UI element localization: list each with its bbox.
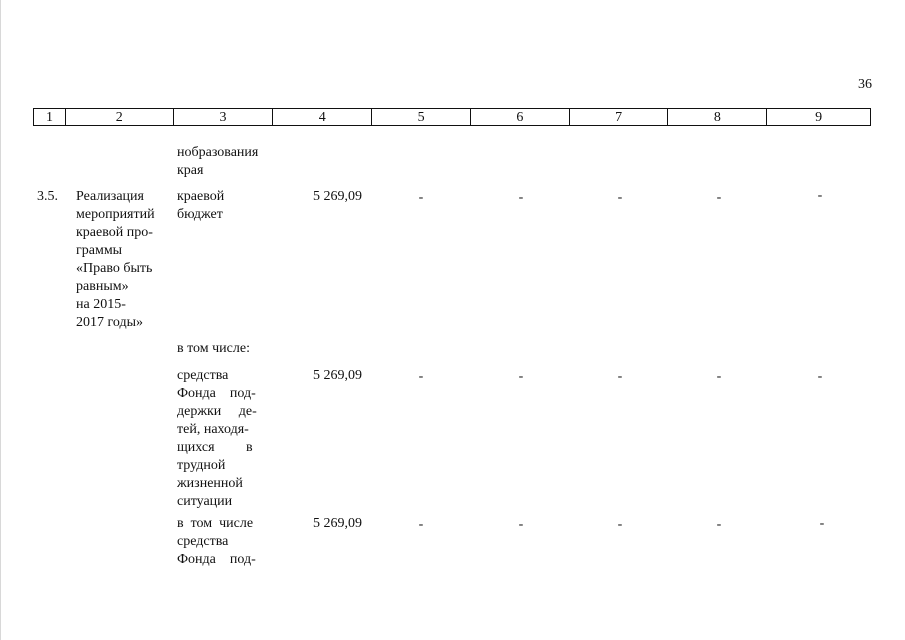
row3-source-line-8: ситуации xyxy=(177,494,233,509)
row3-source-line-4: тей, находя- xyxy=(177,422,249,437)
row4-dash-col6: - xyxy=(518,517,524,532)
row4-dash-col5: - xyxy=(418,517,424,532)
header-col-7: 7 xyxy=(570,109,669,125)
header-col-4: 4 xyxy=(273,109,372,125)
row1-name-line-8: 2017 годы» xyxy=(76,315,144,330)
row3-source-line-6: трудной xyxy=(177,458,226,473)
row4-value: 5 269,09 xyxy=(313,516,362,531)
row2-source-line-1: в том числе: xyxy=(177,341,250,356)
row1-number: 3.5. xyxy=(37,189,58,204)
row1-dash-col5: - xyxy=(418,190,424,205)
row3-source-line-5: щихся в xyxy=(177,440,253,455)
row1-name-line-5: «Право быть xyxy=(76,261,153,276)
row4-source-line-2: средства xyxy=(177,534,229,549)
row3-source-line-7: жизненной xyxy=(177,476,243,491)
header-col-9: 9 xyxy=(815,110,823,125)
row1-name-line-7: на 2015- xyxy=(76,297,126,312)
row1-dash-col6: - xyxy=(518,190,524,205)
row4-dash-col7: - xyxy=(617,517,623,532)
header-col-1: 1 xyxy=(34,109,66,125)
table-header-row xyxy=(33,108,871,126)
row3-source-line-1: средства xyxy=(177,368,229,383)
row0-source-line-1: нобразования xyxy=(177,145,259,160)
row3-dash-col8: - xyxy=(716,369,722,384)
header-col-2: 2 xyxy=(66,109,174,125)
row1-source-line-1: краевой xyxy=(177,189,225,204)
row1-dash-col9: - xyxy=(817,188,823,203)
row1-name-line-1: Реализация xyxy=(76,189,144,204)
row0-source-line-2: края xyxy=(177,163,204,178)
row1-source-line-2: бюджет xyxy=(177,207,223,222)
header-col-8: 8 xyxy=(668,109,767,125)
header-col-5: 5 xyxy=(372,109,471,125)
row1-name-line-3: краевой про- xyxy=(76,225,153,240)
row1-name-line-6: равным» xyxy=(76,279,129,294)
row3-dash-col9: - xyxy=(817,369,823,384)
row4-source-line-1: в том числе xyxy=(177,516,254,531)
row3-source-line-3: держки де- xyxy=(177,404,257,419)
row1-name-line-4: граммы xyxy=(76,243,123,258)
row1-dash-col7: - xyxy=(617,190,623,205)
scan-margin-line xyxy=(0,0,1,640)
row3-dash-col5: - xyxy=(418,369,424,384)
row3-value: 5 269,09 xyxy=(313,368,362,383)
row1-value: 5 269,09 xyxy=(313,189,362,204)
page-number: 36 xyxy=(858,77,872,92)
row1-name-line-2: мероприятий xyxy=(76,207,155,222)
header-col-3: 3 xyxy=(174,109,274,125)
row3-source-line-2: Фонда под- xyxy=(177,386,256,401)
header-col-6: 6 xyxy=(471,109,570,125)
row4-source-line-3: Фонда под- xyxy=(177,552,256,567)
row4-dash-col8: - xyxy=(716,517,722,532)
row3-dash-col7: - xyxy=(617,369,623,384)
row1-dash-col8: - xyxy=(716,190,722,205)
row4-dash-col9: - xyxy=(819,516,825,531)
row3-dash-col6: - xyxy=(518,369,524,384)
